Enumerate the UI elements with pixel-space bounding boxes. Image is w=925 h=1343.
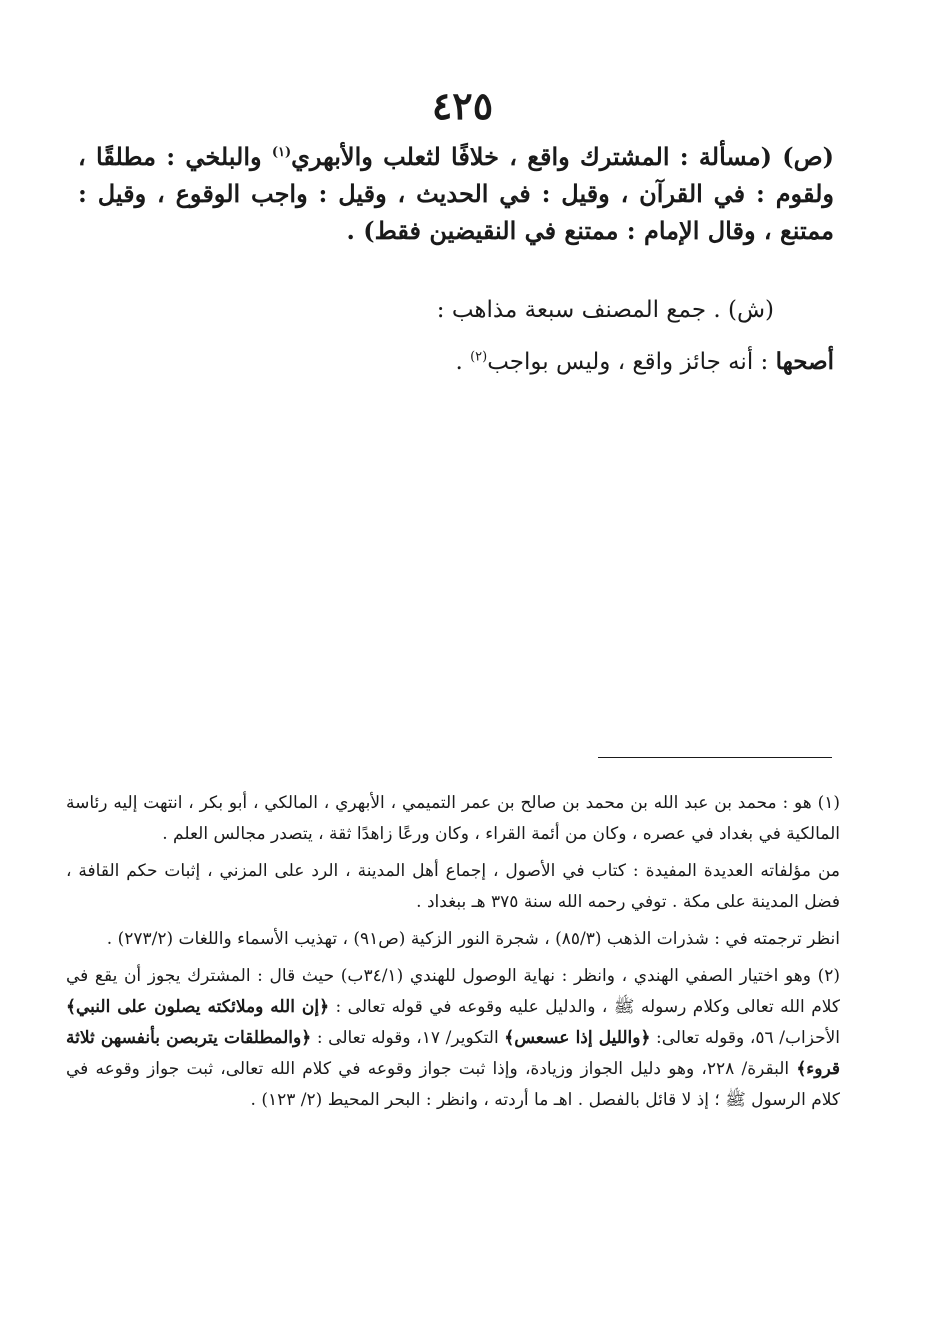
page-number: ٤٢٥ (431, 83, 494, 128)
commentary-opinion-label: أصحها (775, 348, 834, 375)
footnote-2-text: البقرة/ ٢٢٨، وهو دليل الجواز وزيادة، وإذا ثبت جواز وقوعه في كلام الله تعالى، ثبت جواز وقوعه في كلام الرسول ﷺ ؛ إذ لا قائل بالفصل . اهـ ما أردته ، وانظر : البحر المحيط (٢/ ١٢٣) . (66, 1059, 840, 1110)
commentary-opinion (78, 336, 834, 388)
footnote-divider (598, 757, 832, 758)
quran-quote: ﴿إن الله وملائكته يصلون على النبي﴾ (66, 997, 330, 1017)
quran-quote: ﴿والليل إذا عسعس﴾ (504, 1028, 651, 1048)
footnotes (66, 788, 840, 1122)
footnote-2-text: الأحزاب/ ٥٦، وقوله تعالى: (650, 1028, 840, 1048)
quran-quote: ﴿والمطلقات يتربصن بأنفسهن ثلاثة قروء﴾ (66, 1028, 840, 1079)
footnote-1-works: من مؤلفاته العديدة المفيدة : كتاب في الأصول ، إجماع أهل المدينة ، الرد على المزني ، إثبات حكم القافة ، فضل المدينة على مكة . توفي رحمه الله سنة ٣٧٥ هـ ببغداد . (66, 861, 840, 912)
footnote-1-sources: انظر ترجمته في : شذرات الذهب (٨٥/٣) ، شجرة النور الزكية (ص٩١) ، تهذيب الأسماء واللغات (٢٧٣/٢) . (106, 929, 840, 949)
main-text-segment: (ص) (مسألة : المشترك واقع ، خلافًا لثعلب والأبهري (291, 142, 834, 171)
main-text-paragraph (78, 138, 834, 249)
main-text-segment: والبلخي : مطلقًا ، ولقوم : في القرآن ، وقيل : في الحديث ، وقيل : واجب الوقوع ، وقيل : ممتنع ، وقال الإمام : ممتنع في النقيضين فقط) . (78, 142, 834, 245)
footnote-1-paragraph: (١) هو : محمد بن عبد الله بن محمد بن صالح بن عمر التميمي ، الأبهري ، المالكي ، أبو بكر ، انتهت إليه رئاسة المالكية في بغداد في عصره ، وكان من أئمة القراء ، وكان ورعًا زاهدًا ثقة ، يتصدر مجالس العلم . (66, 793, 840, 844)
footnote-2-text: (٢) وهو اختيار الصفي الهندي ، وانظر : نهاية الوصول للهندي (٣٤/١ب) حيث قال : المشترك يجوز أن يقع في كلام الله تعالى وكلام رسوله ﷺ ، والدليل عليه وقوعه في قوله تعالى : (66, 966, 840, 1017)
commentary (78, 284, 834, 388)
footnote-ref-2: (٢) (470, 349, 488, 365)
commentary-opinion-text: : أنه جائز واقع ، وليس بواجب (487, 349, 776, 375)
footnote-2-paragraph (66, 961, 840, 1116)
footnote-ref-1: (١) (271, 145, 292, 160)
footnote-2-text: التكوير/ ١٧، وقوله تعالى : (311, 1028, 505, 1048)
main-text (78, 138, 834, 249)
commentary-opinion-end: . (455, 349, 471, 375)
commentary-intro: (ش) . جمع المصنف سبعة مذاهب : (436, 297, 774, 323)
